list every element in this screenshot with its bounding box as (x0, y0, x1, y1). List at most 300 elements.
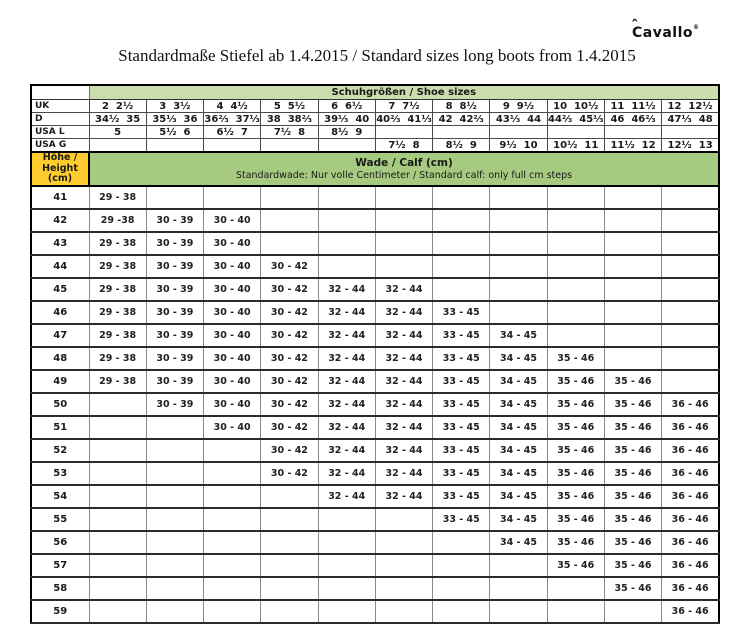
calf-range-cell (547, 255, 604, 278)
calf-range-cell: 33 - 45 (433, 416, 490, 439)
height-cell: 50 (31, 393, 89, 416)
calf-range-cell (318, 186, 375, 209)
calf-range-cell: 35 - 46 (604, 416, 661, 439)
calf-range-cell (146, 508, 203, 531)
corner-cell (31, 85, 89, 100)
calf-range-cell (547, 600, 604, 623)
calf-range-cell: 35 - 46 (547, 554, 604, 577)
calf-range-cell (204, 508, 261, 531)
calf-range-cell: 29 -38 (89, 209, 146, 232)
height-header-line: (cm) (47, 173, 73, 185)
calf-range-cell: 32 - 44 (375, 370, 432, 393)
calf-range-cell: 34 - 45 (490, 462, 547, 485)
size-cell: 10½ 11 (547, 139, 604, 153)
calf-range-cell: 34 - 45 (490, 416, 547, 439)
calf-range-cell (146, 554, 203, 577)
size-system-label: USA G (31, 139, 89, 153)
calf-range-cell: 36 - 46 (662, 531, 719, 554)
calf-range-cell (433, 600, 490, 623)
calf-range-cell (375, 186, 432, 209)
calf-range-cell (490, 278, 547, 301)
calf-range-cell (662, 232, 719, 255)
calf-range-cell: 30 - 42 (261, 439, 318, 462)
height-cell: 49 (31, 370, 89, 393)
calf-range-cell (261, 531, 318, 554)
calf-range-cell: 35 - 46 (604, 508, 661, 531)
size-cell (604, 126, 661, 139)
calf-range-cell: 35 - 46 (604, 531, 661, 554)
calf-range-cell: 30 - 40 (204, 393, 261, 416)
calf-range-cell: 30 - 42 (261, 370, 318, 393)
calf-range-cell: 34 - 45 (490, 508, 547, 531)
table-row (31, 531, 719, 554)
size-cell: 39⅓ 40 (318, 113, 375, 126)
calf-range-cell (89, 600, 146, 623)
calf-range-cell (146, 600, 203, 623)
size-cell: 4 4½ (204, 100, 261, 113)
calf-range-cell (318, 255, 375, 278)
page-title: Standardmaße Stiefel ab 1.4.2015 / Standard sizes long boots from 1.4.2015 (118, 46, 636, 65)
calf-range-cell: 32 - 44 (375, 278, 432, 301)
calf-range-cell: 29 - 38 (89, 186, 146, 209)
calf-range-cell (318, 554, 375, 577)
calf-range-cell (433, 531, 490, 554)
calf-range-cell (204, 439, 261, 462)
size-cell (318, 139, 375, 153)
calf-range-cell (662, 278, 719, 301)
size-cell: 7½ 8 (375, 139, 432, 153)
height-cell: 43 (31, 232, 89, 255)
calf-range-cell (433, 554, 490, 577)
calf-range-cell (375, 508, 432, 531)
calf-range-cell: 32 - 44 (318, 462, 375, 485)
calf-range-cell: 30 - 39 (146, 393, 203, 416)
calf-range-cell: 32 - 44 (375, 485, 432, 508)
height-cell: 52 (31, 439, 89, 462)
table-row (31, 554, 719, 577)
height-header-line: Höhe / (42, 152, 78, 164)
height-cell: 54 (31, 485, 89, 508)
calf-range-cell: 32 - 44 (375, 393, 432, 416)
calf-range-cell: 30 - 39 (146, 255, 203, 278)
size-system-label: USA L (31, 126, 89, 139)
calf-range-cell (318, 531, 375, 554)
height-cell: 59 (31, 600, 89, 623)
calf-range-cell: 36 - 46 (662, 393, 719, 416)
shoe-size-table (30, 84, 720, 624)
height-header (31, 152, 89, 186)
calf-range-cell (375, 554, 432, 577)
calf-range-cell (318, 600, 375, 623)
calf-range-cell (204, 531, 261, 554)
calf-range-cell: 35 - 46 (547, 485, 604, 508)
calf-range-cell (375, 232, 432, 255)
calf-range-cell: 33 - 45 (433, 324, 490, 347)
size-cell: 12 12½ (662, 100, 719, 113)
calf-range-cell (604, 301, 661, 324)
height-cell: 58 (31, 577, 89, 600)
size-cell: 34½ 35 (89, 113, 146, 126)
calf-range-cell (490, 554, 547, 577)
calf-range-cell (146, 531, 203, 554)
calf-range-cell: 30 - 40 (204, 347, 261, 370)
size-cell: 46 46⅔ (604, 113, 661, 126)
calf-range-cell: 30 - 42 (261, 301, 318, 324)
size-cell: 5 (89, 126, 146, 139)
calf-range-cell (146, 439, 203, 462)
calf-range-cell (662, 255, 719, 278)
size-system-label: D (31, 113, 89, 126)
size-cell: 38 38⅔ (261, 113, 318, 126)
table-row (31, 600, 719, 623)
calf-range-cell: 35 - 46 (547, 416, 604, 439)
calf-range-cell (318, 508, 375, 531)
calf-range-cell: 35 - 46 (547, 393, 604, 416)
calf-range-cell (261, 508, 318, 531)
calf-range-cell: 32 - 44 (375, 347, 432, 370)
calf-range-cell: 29 - 38 (89, 370, 146, 393)
size-cell (146, 139, 203, 153)
calf-header (89, 152, 719, 186)
size-cell: 8 8½ (433, 100, 490, 113)
size-cell: 5½ 6 (146, 126, 203, 139)
calf-range-cell (146, 416, 203, 439)
height-cell: 57 (31, 554, 89, 577)
calf-range-cell (261, 186, 318, 209)
size-cell: 6½ 7 (204, 126, 261, 139)
calf-range-cell: 30 - 42 (261, 255, 318, 278)
size-cell (261, 139, 318, 153)
calf-header-title: Wade / Calf (cm) (355, 157, 453, 169)
calf-range-cell (204, 186, 261, 209)
calf-range-cell (547, 324, 604, 347)
calf-range-cell (662, 186, 719, 209)
height-cell: 48 (31, 347, 89, 370)
calf-range-cell: 36 - 46 (662, 577, 719, 600)
size-cell: 2 2½ (89, 100, 146, 113)
table-row (31, 301, 719, 324)
calf-range-cell: 30 - 40 (204, 324, 261, 347)
height-cell: 45 (31, 278, 89, 301)
calf-range-cell (89, 531, 146, 554)
calf-range-cell: 35 - 46 (604, 393, 661, 416)
calf-range-cell (261, 600, 318, 623)
calf-range-cell: 33 - 45 (433, 462, 490, 485)
size-cell (204, 139, 261, 153)
calf-range-cell: 32 - 44 (318, 393, 375, 416)
calf-range-cell (146, 186, 203, 209)
calf-range-cell: 34 - 45 (490, 370, 547, 393)
size-cell: 11½ 12 (604, 139, 661, 153)
calf-range-cell: 32 - 44 (318, 485, 375, 508)
calf-range-cell: 29 - 38 (89, 232, 146, 255)
size-cell: 8½ 9 (318, 126, 375, 139)
calf-range-cell (490, 232, 547, 255)
calf-range-cell (89, 439, 146, 462)
calf-range-cell (490, 577, 547, 600)
table-row (31, 577, 719, 600)
calf-range-cell: 35 - 46 (604, 462, 661, 485)
height-cell: 53 (31, 462, 89, 485)
size-cell: 36⅔ 37⅓ (204, 113, 260, 125)
calf-range-cell (375, 255, 432, 278)
size-cell (490, 126, 547, 139)
calf-range-cell (375, 600, 432, 623)
calf-range-cell: 35 - 46 (547, 439, 604, 462)
calf-range-cell (375, 531, 432, 554)
calf-range-cell: 30 - 39 (146, 347, 203, 370)
calf-range-cell: 30 - 40 (204, 278, 261, 301)
calf-range-cell (261, 209, 318, 232)
size-system-label: UK (31, 100, 89, 113)
calf-range-cell (490, 186, 547, 209)
calf-range-cell: 32 - 44 (375, 416, 432, 439)
calf-range-cell: 30 - 40 (204, 232, 261, 255)
calf-range-cell (433, 255, 490, 278)
calf-range-cell (547, 301, 604, 324)
calf-range-cell: 36 - 46 (662, 508, 719, 531)
calf-range-cell (604, 324, 661, 347)
calf-range-cell: 30 - 40 (204, 301, 261, 324)
calf-range-cell: 36 - 46 (662, 600, 719, 623)
calf-range-cell: 35 - 46 (547, 370, 604, 393)
calf-range-cell (204, 485, 261, 508)
height-cell: 56 (31, 531, 89, 554)
calf-range-cell: 30 - 42 (261, 393, 318, 416)
calf-range-cell: 33 - 45 (433, 393, 490, 416)
calf-range-cell: 30 - 40 (204, 370, 261, 393)
size-cell (375, 126, 432, 139)
calf-range-cell (604, 255, 661, 278)
calf-range-cell: 34 - 45 (490, 485, 547, 508)
calf-range-cell: 34 - 45 (490, 324, 547, 347)
table-row (31, 416, 719, 439)
height-cell: 47 (31, 324, 89, 347)
calf-range-cell: 34 - 45 (490, 531, 547, 554)
calf-range-cell (433, 278, 490, 301)
cavallo-logo-text: ˆ Cavallo (632, 25, 693, 41)
size-cell (547, 126, 604, 139)
calf-range-cell: 32 - 44 (318, 347, 375, 370)
calf-range-cell (433, 209, 490, 232)
height-header-line: Height (42, 162, 78, 174)
size-cell: 44⅔ 45⅓ (548, 113, 604, 125)
calf-range-cell (89, 485, 146, 508)
height-cell: 51 (31, 416, 89, 439)
table-row (31, 255, 719, 278)
size-cell: 10 10½ (547, 100, 604, 113)
calf-range-cell (204, 462, 261, 485)
size-cell: 9½ 10 (490, 139, 547, 153)
size-cell (662, 126, 719, 139)
calf-range-cell (89, 393, 146, 416)
calf-range-cell (146, 462, 203, 485)
table-row (31, 324, 719, 347)
calf-range-cell (89, 416, 146, 439)
calf-range-cell (604, 347, 661, 370)
calf-range-cell: 35 - 46 (604, 439, 661, 462)
calf-range-cell (490, 209, 547, 232)
calf-range-cell (433, 232, 490, 255)
table-row (31, 126, 719, 139)
calf-range-cell (375, 577, 432, 600)
calf-range-cell (662, 301, 719, 324)
calf-range-cell: 32 - 44 (375, 324, 432, 347)
calf-range-cell: 32 - 44 (318, 278, 375, 301)
calf-range-cell (490, 600, 547, 623)
height-cell: 41 (31, 186, 89, 209)
table-row (31, 209, 719, 232)
calf-range-cell: 30 - 42 (261, 324, 318, 347)
height-cell: 46 (31, 301, 89, 324)
size-cell (89, 139, 146, 153)
calf-range-cell (547, 278, 604, 301)
calf-range-cell: 34 - 45 (490, 393, 547, 416)
size-cell: 35⅓ 36 (146, 113, 203, 126)
table-row (31, 347, 719, 370)
height-cell: 55 (31, 508, 89, 531)
calf-range-cell (318, 209, 375, 232)
calf-range-cell (604, 186, 661, 209)
calf-range-cell: 36 - 46 (662, 416, 719, 439)
calf-range-cell: 35 - 46 (604, 485, 661, 508)
size-cell: 40⅔ 41⅓ (376, 113, 432, 125)
calf-range-cell (375, 209, 432, 232)
calf-range-cell: 33 - 45 (433, 347, 490, 370)
calf-range-cell (204, 600, 261, 623)
table-row (31, 152, 719, 186)
calf-range-cell (604, 232, 661, 255)
calf-range-cell: 30 - 39 (146, 232, 203, 255)
calf-range-cell: 32 - 44 (375, 439, 432, 462)
shoe-sizes-header: Schuhgrößen / Shoe sizes (89, 85, 719, 100)
calf-range-cell (146, 577, 203, 600)
calf-range-cell (433, 186, 490, 209)
table-row (31, 393, 719, 416)
calf-range-cell: 30 - 42 (261, 347, 318, 370)
calf-range-cell: 33 - 45 (433, 439, 490, 462)
calf-range-cell (318, 577, 375, 600)
table-row (31, 278, 719, 301)
table-row (31, 462, 719, 485)
calf-range-cell: 32 - 44 (318, 301, 375, 324)
calf-range-cell: 36 - 46 (662, 485, 719, 508)
calf-range-cell: 33 - 45 (433, 508, 490, 531)
calf-range-cell: 35 - 46 (604, 370, 661, 393)
table-row (31, 100, 719, 113)
size-cell: 3 3½ (146, 100, 203, 113)
calf-range-cell (261, 554, 318, 577)
table-row (31, 139, 719, 153)
table-row (31, 439, 719, 462)
registered-mark: ® (693, 24, 700, 31)
calf-range-cell: 34 - 45 (490, 347, 547, 370)
size-cell: 43⅓ 44 (490, 113, 547, 126)
calf-range-cell: 29 - 38 (89, 347, 146, 370)
calf-range-cell (318, 232, 375, 255)
calf-range-cell (662, 209, 719, 232)
calf-range-cell: 29 - 38 (89, 324, 146, 347)
size-cell: 8½ 9 (433, 139, 490, 153)
calf-range-cell: 30 - 39 (146, 301, 203, 324)
table-row (31, 485, 719, 508)
calf-range-cell (89, 462, 146, 485)
calf-range-cell: 32 - 44 (318, 324, 375, 347)
calf-range-cell (604, 209, 661, 232)
calf-range-cell (261, 577, 318, 600)
calf-range-cell: 29 - 38 (89, 255, 146, 278)
size-cell: 6 6½ (318, 100, 375, 113)
table-row (31, 85, 719, 100)
calf-header-subtitle: Standardwade: Nur volle Centimeter / Standard calf: only full cm steps (235, 170, 573, 181)
table-row (31, 232, 719, 255)
calf-range-cell: 30 - 39 (146, 209, 203, 232)
calf-range-cell: 35 - 46 (547, 347, 604, 370)
calf-range-cell (662, 324, 719, 347)
calf-range-cell: 36 - 46 (662, 439, 719, 462)
calf-range-cell: 35 - 46 (604, 554, 661, 577)
calf-range-cell: 33 - 45 (433, 301, 490, 324)
calf-range-cell: 30 - 42 (261, 416, 318, 439)
calf-range-cell (490, 301, 547, 324)
calf-range-cell: 32 - 44 (375, 301, 432, 324)
calf-range-cell: 32 - 44 (318, 439, 375, 462)
height-cell: 42 (31, 209, 89, 232)
table-row (31, 508, 719, 531)
calf-range-cell: 33 - 45 (433, 485, 490, 508)
calf-range-cell: 34 - 45 (490, 439, 547, 462)
calf-range-cell (604, 600, 661, 623)
table-row (31, 186, 719, 209)
calf-range-cell (547, 186, 604, 209)
size-cell: 42 42⅔ (433, 113, 490, 126)
calf-range-cell: 32 - 44 (318, 416, 375, 439)
calf-range-cell (89, 508, 146, 531)
calf-range-cell (433, 577, 490, 600)
calf-range-cell (261, 232, 318, 255)
cavallo-logo (632, 25, 700, 41)
calf-range-cell: 30 - 40 (204, 209, 261, 232)
size-cell: 47⅓ 48 (662, 113, 719, 126)
calf-range-cell: 35 - 46 (547, 462, 604, 485)
size-cell: 7 7½ (375, 100, 432, 113)
calf-range-cell: 30 - 39 (146, 370, 203, 393)
calf-range-cell (204, 577, 261, 600)
calf-range-cell: 30 - 42 (261, 278, 318, 301)
calf-range-cell: 36 - 46 (662, 554, 719, 577)
calf-range-cell (89, 577, 146, 600)
calf-range-cell: 35 - 46 (547, 531, 604, 554)
calf-range-cell: 32 - 44 (318, 370, 375, 393)
calf-range-cell (89, 554, 146, 577)
calf-range-cell: 36 - 46 (662, 462, 719, 485)
calf-range-cell (146, 485, 203, 508)
calf-range-cell: 30 - 40 (204, 416, 261, 439)
calf-range-cell: 35 - 46 (547, 508, 604, 531)
calf-range-cell (547, 232, 604, 255)
calf-range-cell (662, 370, 719, 393)
calf-range-cell: 29 - 38 (89, 301, 146, 324)
table-row (31, 370, 719, 393)
size-cell: 12½ 13 (662, 139, 719, 153)
calf-range-cell: 35 - 46 (604, 577, 661, 600)
calf-range-cell (204, 554, 261, 577)
calf-range-cell (662, 347, 719, 370)
calf-range-cell: 30 - 42 (261, 462, 318, 485)
calf-range-cell (261, 485, 318, 508)
calf-range-cell (604, 278, 661, 301)
calf-range-cell: 32 - 44 (375, 462, 432, 485)
